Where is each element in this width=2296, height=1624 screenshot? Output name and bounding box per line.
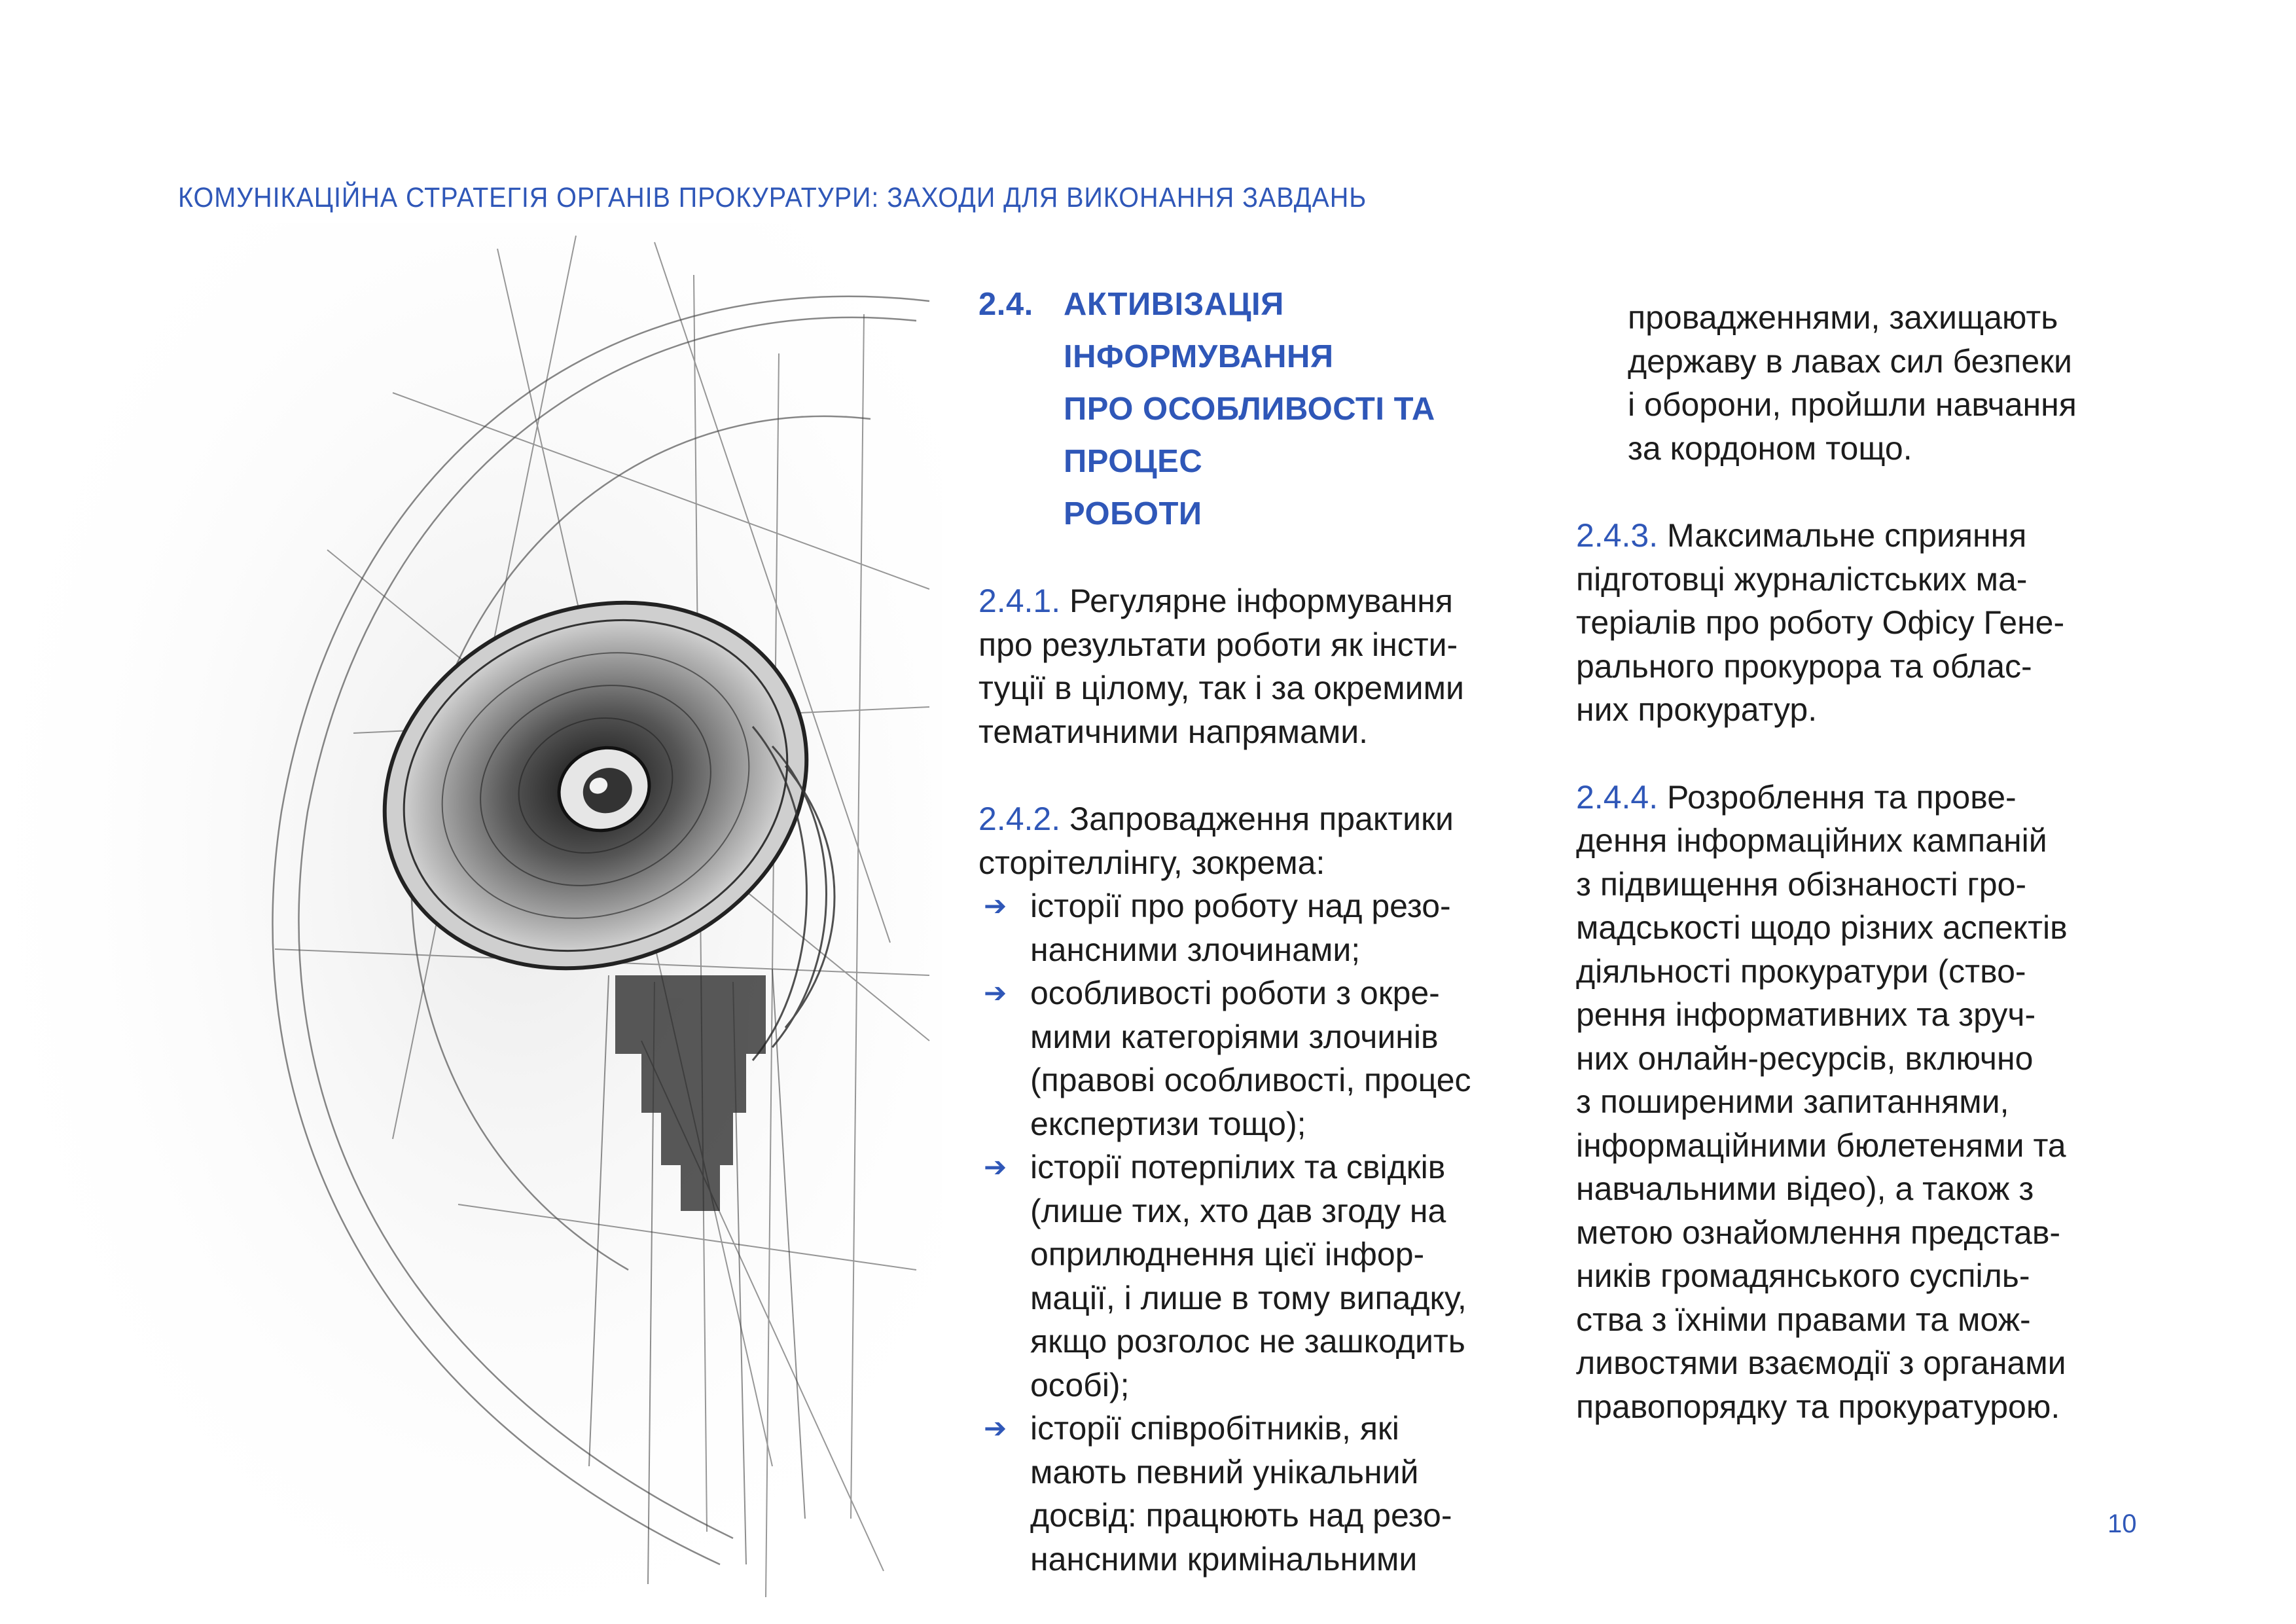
page-number: 10 <box>2108 1509 2137 1538</box>
text-column-2 <box>1576 296 2165 1472</box>
storytelling-list <box>978 884 1554 1581</box>
item-2-4-3: 2.4.3. Максимальне сприяння підготовці журналістських ма- теріалів про роботу Офісу Гене- рального прокурора та облас- них прокуратур. <box>1576 517 2065 728</box>
arrow-right-icon: ➔ <box>984 1413 1007 1443</box>
list-item: ➔ історії про роботу над резо- нансними злочинами; <box>978 884 1554 971</box>
item-number: 2.4.1. <box>978 583 1061 619</box>
running-header: КОМУНІКАЦІЙНА СТРАТЕГІЯ ОРГАНІВ ПРОКУРАТУРИ: ЗАХОДИ ДЛЯ ВИКОНАННЯ ЗАВДАНЬ <box>178 182 1367 213</box>
item-2-4-2: 2.4.2. Запровадження практики сторітеллінгу, зокрема: <box>978 801 1454 881</box>
item-number: 2.4.3. <box>1576 517 1659 554</box>
arrow-right-icon: ➔ <box>984 890 1007 921</box>
item-2-4-2-continuation: провадженнями, захищають державу в лавах сил безпеки і оборони, пройшли навчання за кордоном тощо. <box>1628 299 2077 467</box>
list-item: ➔ особливості роботи з окре- мими категоріями злочинів (правові особливості, процес експертизи тощо); <box>978 971 1554 1146</box>
item-2-4-1: 2.4.1. Регулярне інформування про результати роботи як інсти- туції в цілому, так і за окремими тематичними напрямами. <box>978 583 1464 750</box>
arrow-right-icon: ➔ <box>984 977 1007 1008</box>
item-number: 2.4.4. <box>1576 778 1659 816</box>
megaphone-sketch-illustration <box>0 223 942 1623</box>
section-number: 2.4. <box>978 287 1033 322</box>
section-heading <box>978 278 1554 540</box>
section-title: АКТИВІЗАЦІЯ ІНФОРМУВАННЯ ПРО ОСОБЛИВОСТІ ТА ПРОЦЕС РОБОТИ <box>1064 287 1435 532</box>
item-2-4-4: 2.4.4. Розроблення та прове- дення інформаційних кампаній з підвищення обізнаності гро- мадськості щодо різних аспектів діяльності прокуратури (ство- рення інформативних та зруч- них онлайн-ресурсів, включно з поширеними запитаннями, інформаційними бюлетенями та навчальними відео), а також з метою ознайомлення представ- ників громадянського суспіль- ства з їхніми правами та мож- ливостями взаємодії з органами правопорядку та прокуратурою. <box>1576 778 2068 1425</box>
arrow-right-icon: ➔ <box>984 1151 1007 1182</box>
list-item: ➔ історії співробітників, які мають певний унікальний досвід: працюють над резо- нансними кримінальними <box>978 1407 1554 1581</box>
item-number: 2.4.2. <box>978 801 1061 837</box>
list-item: ➔ історії потерпілих та свідків (лише тих, хто дав згоду на оприлюднення цієї інфор- мації, і лише в тому випадку, якщо розголос не зашкодить особі); <box>978 1146 1554 1407</box>
text-column-1 <box>978 278 1554 1581</box>
